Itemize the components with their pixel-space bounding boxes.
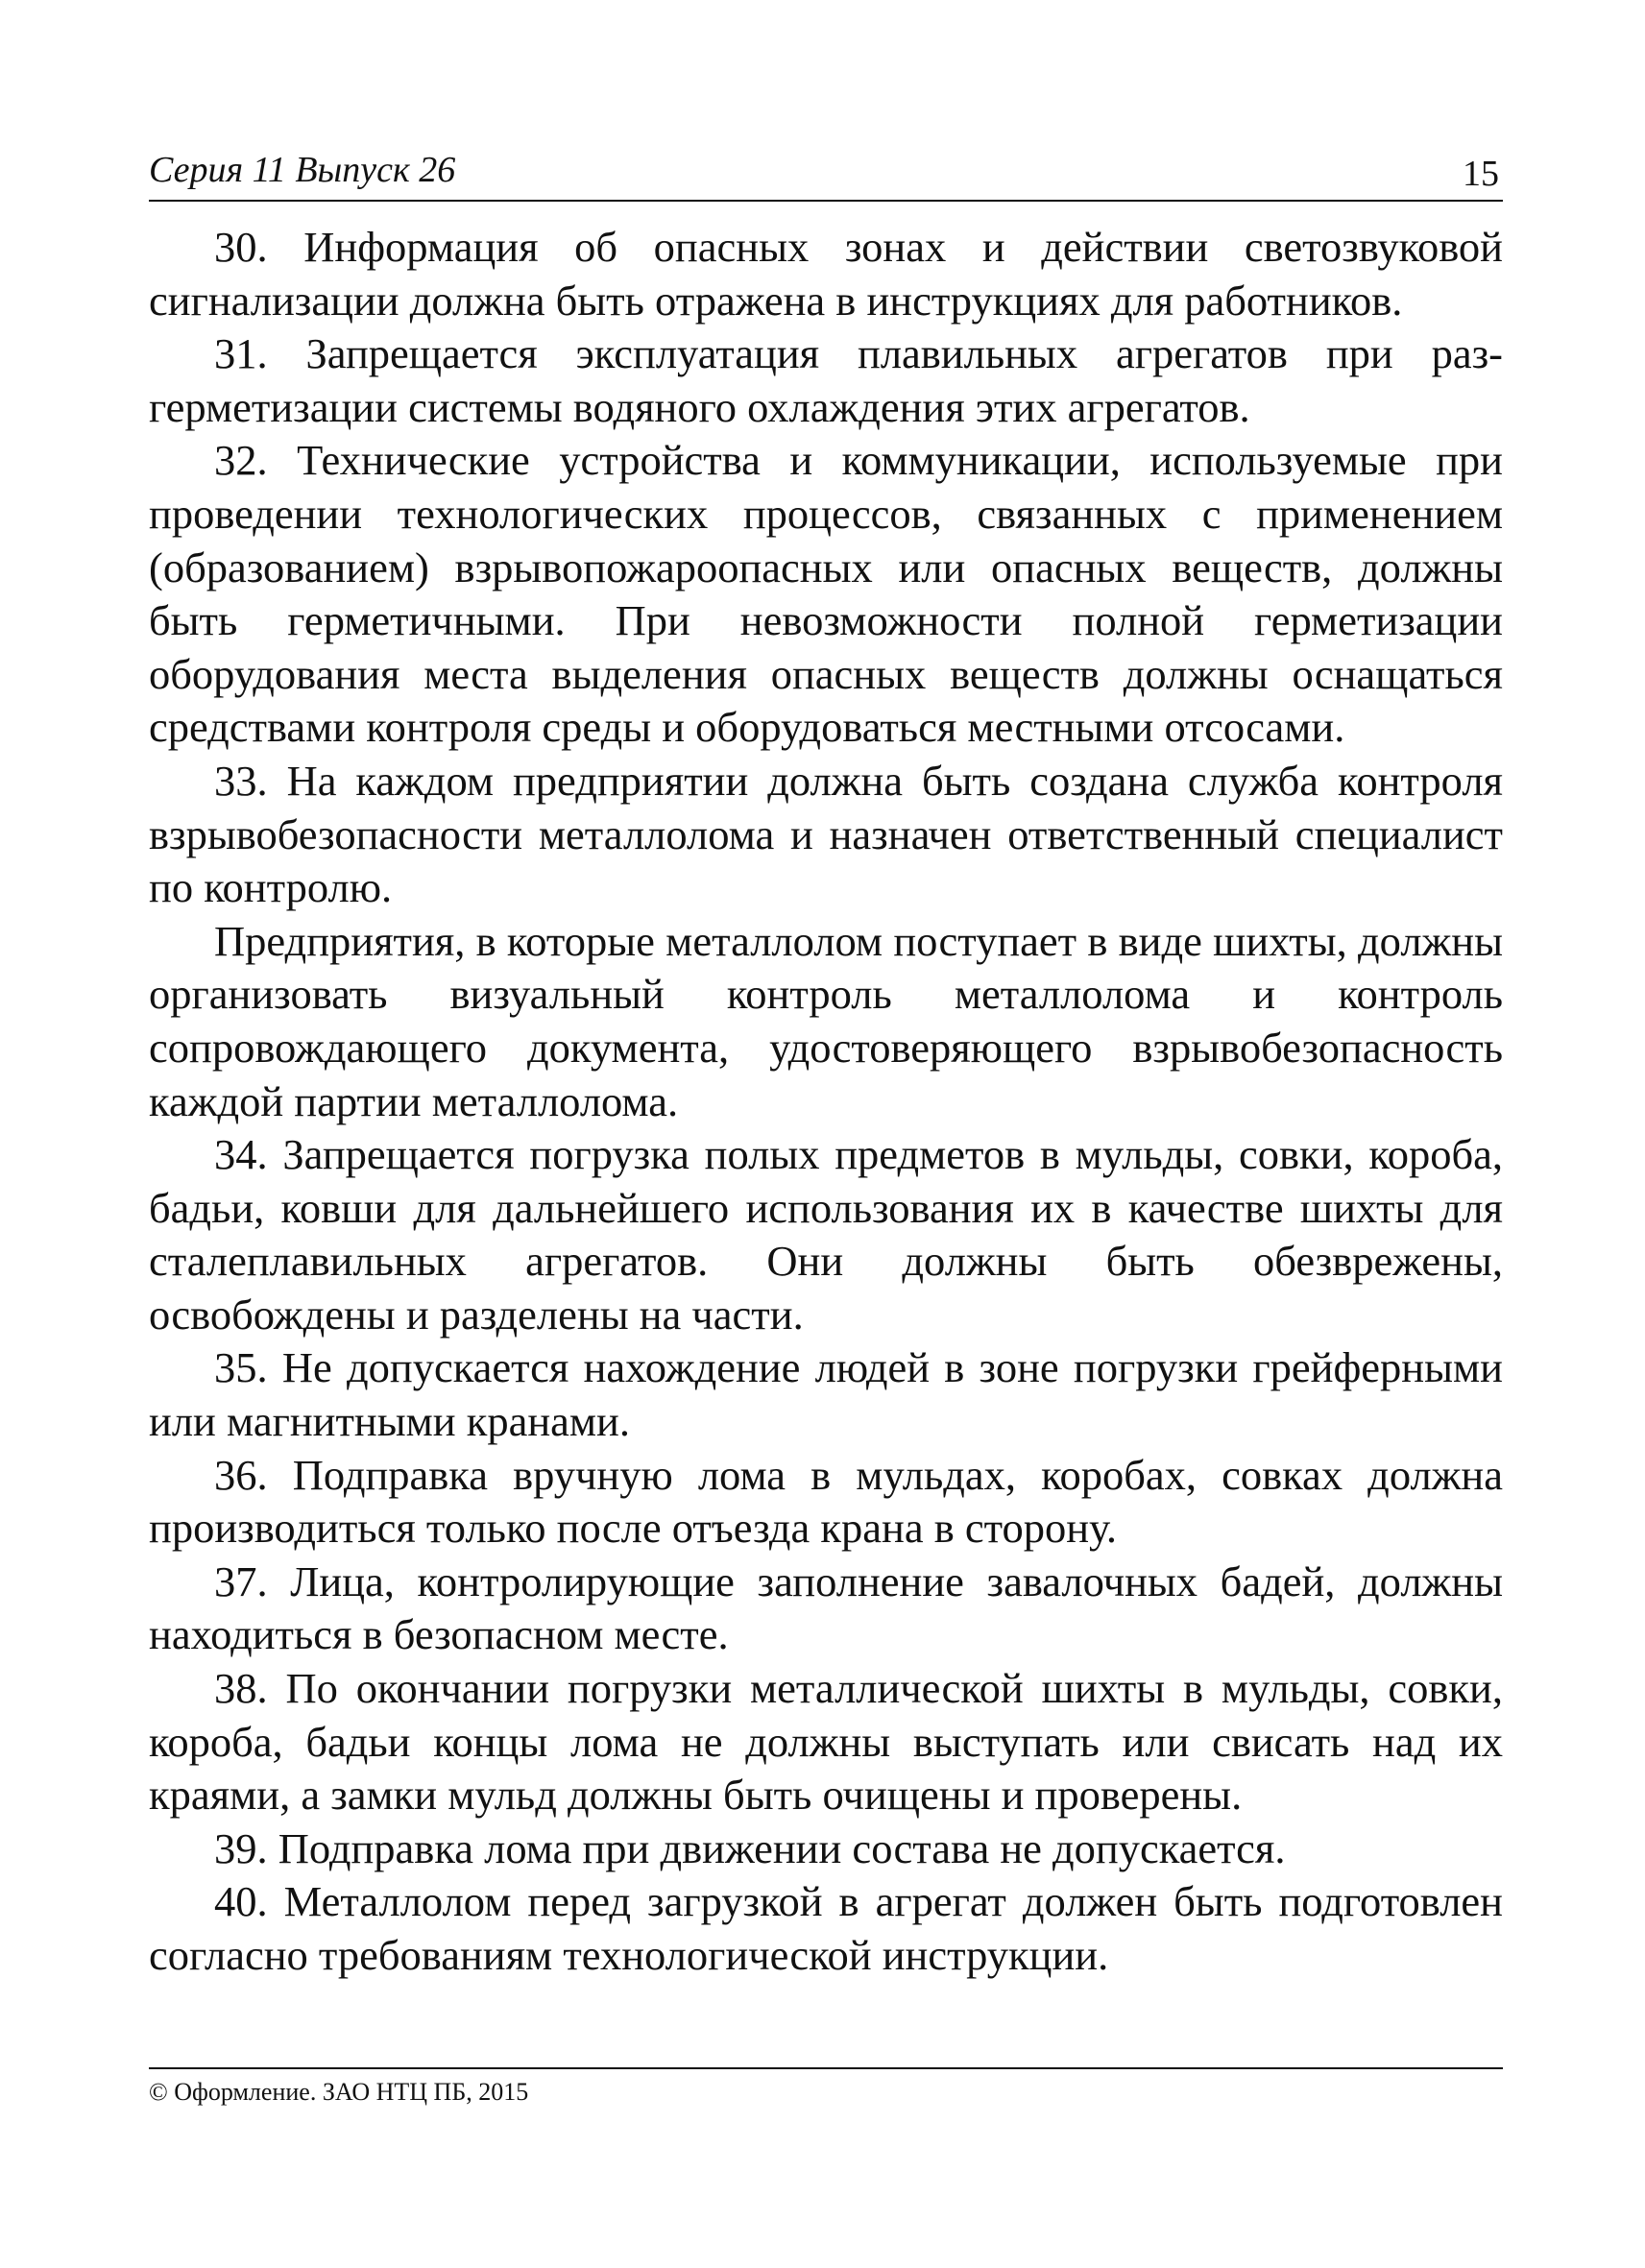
- running-header: [149, 144, 1503, 202]
- paragraph-38: 38. По окончании погрузки металлической шихты в мульды, совки, короба, бадьи концы лома не должны выступать или свисать над их краями, а замки мульд должны быть очищены и проверены.: [149, 1664, 1503, 1820]
- footer-copyright: © Оформление. ЗАО НТЦ ПБ, 2015: [149, 2078, 529, 2106]
- paragraph-36: 36. Подправка вручную лома в мульдах, коробах, совках должна производиться только после отъезда крана в сторону.: [149, 1450, 1503, 1553]
- paragraph-32: 32. Технические устройства и коммуникации, используемые при проведении технологических процессов, связанных с применением (образованием) взрывопожароопасных или опасных веществ, должны быть герметичными. При невозможности полной герметизации оборудования места выделения опасных веществ должны оснащаться средствами контроля среды и оборудоваться местными отсосами.: [149, 436, 1503, 752]
- paragraph-31: 31. Запрещается эксплуатация плавильных агрегатов при разгерметизации системы водяного охлаждения этих агрегатов.: [149, 329, 1503, 431]
- paragraph-35: 35. Не допускается нахождение людей в зоне погрузки грейферными или магнитными кранами.: [149, 1343, 1503, 1446]
- paragraph-33-continued: Предприятия, в которые металлолом поступает в виде шихты, должны организовать визуальный контроль металлолома и контроль сопровождающего документа, удостоверяющего взрывобезопасность каждой партии металлолома.: [149, 916, 1503, 1125]
- body-text: [149, 221, 1503, 1983]
- paragraph-37: 37. Лица, контролирующие заполнение завалочных бадей, должны находиться в безопасном месте.: [149, 1556, 1503, 1659]
- document-page: [149, 144, 1503, 2141]
- paragraph-34: 34. Запрещается погрузка полых предметов в мульды, совки, короба, бадьи, ковши для дальнейшего использования их в качестве шихты для сталеплавильных агрегатов. Они должны быть обезврежены, освобождены и разделены на части.: [149, 1130, 1503, 1339]
- paragraph-33: 33. На каждом предприятии должна быть создана служба контроля взрывобезопасности металлолома и назначен ответственный специалист по контролю.: [149, 756, 1503, 912]
- footer-divider: [149, 2067, 1503, 2069]
- series-title: Серия 11 Выпуск 26: [149, 150, 456, 190]
- paragraph-39: 39. Подправка лома при движении состава не допускается.: [214, 1823, 1286, 1872]
- page-number: 15: [1463, 154, 1499, 194]
- paragraph-30: 30. Информация об опасных зонах и действии светозвуковой сигнализации должна быть отражена в инструкциях для работников.: [149, 223, 1503, 325]
- paragraph-40: 40. Металлолом перед загрузкой в агрегат должен быть подготовлен согласно требованиям технологической инструкции.: [149, 1877, 1503, 1979]
